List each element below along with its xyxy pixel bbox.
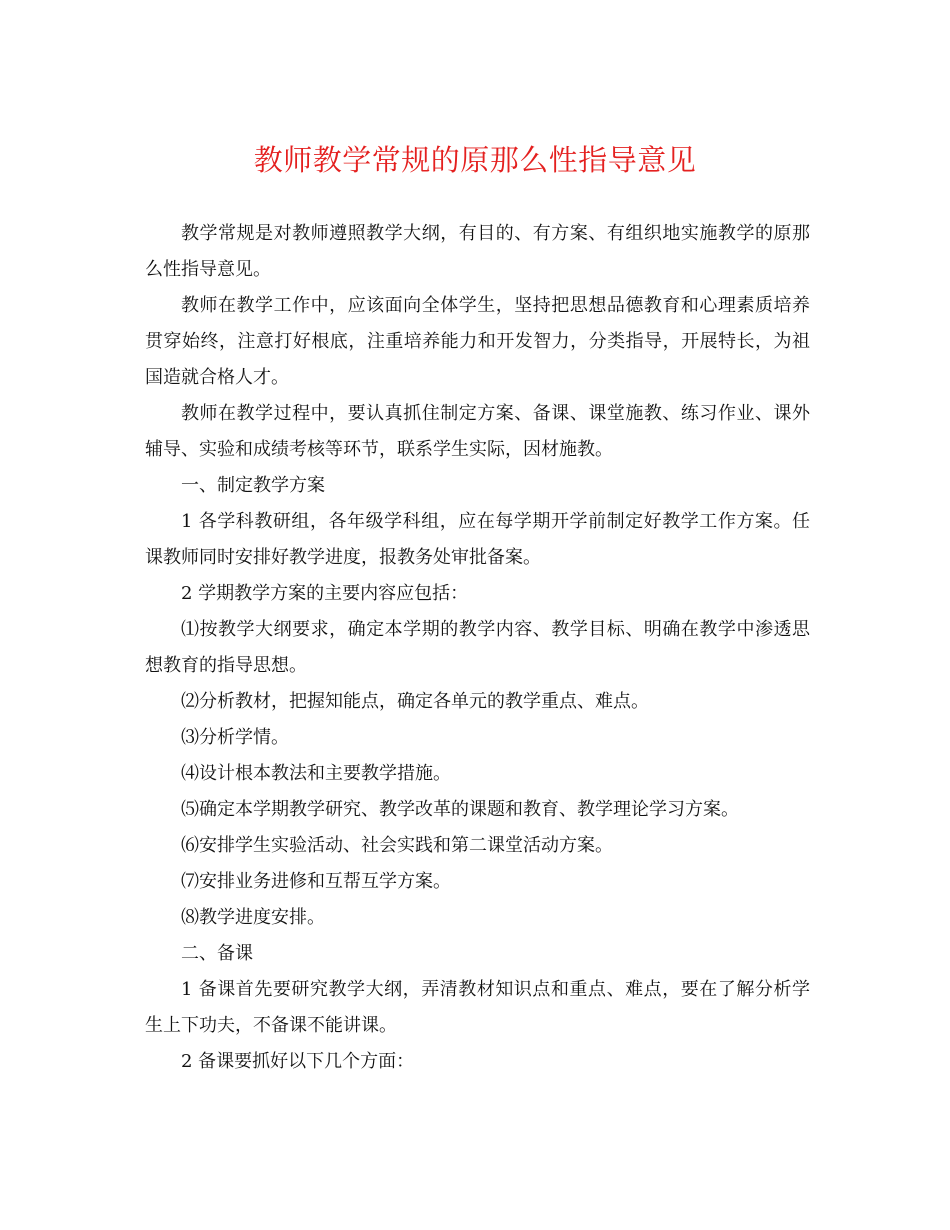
section-heading: 二、备课 xyxy=(181,943,253,964)
list-item: ⑺安排业务进修和互帮互学方案。 xyxy=(181,871,451,892)
list-item: ⑷设计根本教法和主要教学措施。 xyxy=(181,763,451,784)
paragraph: 教学常规是对教师遵照教学大纲，有目的、有方案、有组织地实施教学的原那么性指导意见。 xyxy=(145,223,810,280)
list-item: ⑸确定本学期教学研究、教学改革的课题和教育、教学理论学习方案。 xyxy=(181,799,739,820)
list-item: ⑵分析教材，把握知能点，确定各单元的教学重点、难点。 xyxy=(181,691,649,712)
list-item: ⑴按教学大纲要求，确定本学期的教学内容、教学目标、明确在教学中渗透思想教育的指导思想。 xyxy=(145,619,810,676)
document-title: 教师教学常规的原那么性指导意见 xyxy=(253,143,697,177)
document-body xyxy=(145,216,810,1080)
paragraph: 1 备课首先要研究教学大纲，弄清教材知识点和重点、难点，要在了解分析学生上下功夫，不备课不能讲课。 xyxy=(145,979,810,1036)
list-item: ⑹安排学生实验活动、社会实践和第二课堂活动方案。 xyxy=(181,835,613,856)
paragraph: 2 备课要抓好以下几个方面： xyxy=(181,1051,415,1072)
paragraph: 教师在教学工作中，应该面向全体学生，坚持把思想品德教育和心理素质培养贯穿始终，注意打好根底，注重培养能力和开发智力，分类指导，开展特长，为祖国造就合格人才。 xyxy=(145,295,810,388)
list-item: ⑻教学进度安排。 xyxy=(181,907,325,928)
paragraph: 教师在教学过程中，要认真抓住制定方案、备课、课堂施教、练习作业、课外辅导、实验和成绩考核等环节，联系学生实际，因材施教。 xyxy=(145,403,810,460)
section-heading: 一、制定教学方案 xyxy=(181,475,325,496)
paragraph: 1 各学科教研组，各年级学科组，应在每学期开学前制定好教学工作方案。任课教师同时安排好教学进度，报教务处审批备案。 xyxy=(145,511,810,568)
paragraph: 2 学期教学方案的主要内容应包括： xyxy=(181,583,469,604)
list-item: ⑶分析学情。 xyxy=(181,727,289,748)
